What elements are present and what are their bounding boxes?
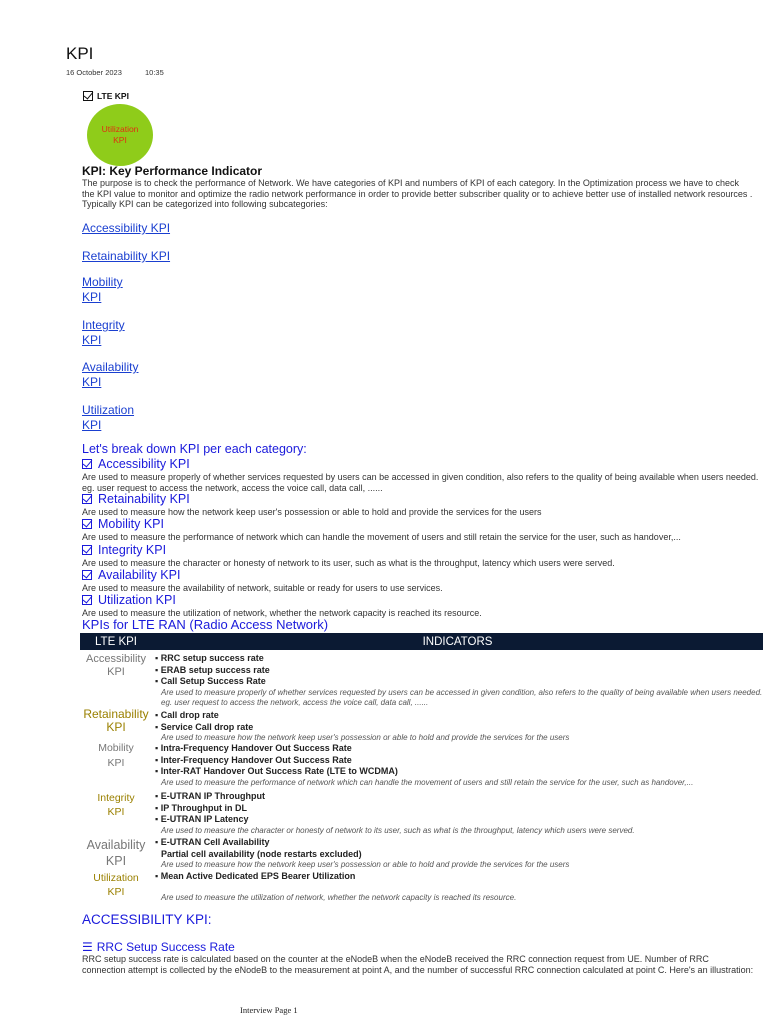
kpi-table [80, 633, 763, 907]
row-indicators [152, 871, 763, 907]
category-retainability [82, 492, 765, 517]
table-row-integrity [80, 791, 763, 837]
row-indicators [152, 653, 763, 708]
indicator-item: ▪ E-UTRAN Cell Availability [155, 837, 763, 849]
category-desc: Are used to measure the availability of network, suitable or ready for users to use services. [82, 583, 443, 593]
rrc-heading [82, 940, 235, 954]
table-header-indicators: INDICATORS [422, 635, 493, 648]
link-mobility-line2[interactable]: KPI [82, 290, 102, 304]
link-availability-kpi[interactable] [82, 360, 138, 390]
link-integrity-line1[interactable]: Integrity [82, 318, 125, 332]
link-accessibility-kpi[interactable]: Accessibility KPI [82, 221, 171, 235]
row-label-line2: KPI [105, 854, 127, 868]
checkbox-icon [82, 459, 92, 469]
row-label-line1: Accessibility [86, 653, 146, 665]
indicator-item: ▪ ERAB setup success rate [155, 665, 763, 677]
row-label-line2: KPI [107, 666, 125, 678]
row-indicators [152, 708, 763, 742]
row-indicators [152, 837, 763, 871]
row-label-line1: Integrity [97, 792, 135, 804]
category-list [82, 457, 765, 617]
intro-text: The purpose is to check the performance of Network. We have categories of KPI and numbers of KPI of each category. In the Optimization process we have to check the KPI value to monitor and optimize the radio network performance in order to provide better subscriber quality or to achieve better use of installed network resources . Typically KPI can be categorized into following subcategories: [82, 178, 753, 209]
link-mobility-line1[interactable]: Mobility [82, 275, 123, 289]
page-time: 10:35 [145, 68, 164, 77]
badge-line2: KPI [113, 135, 127, 145]
section-heading: KPI: Key Performance Indicator [82, 164, 263, 178]
row-label [80, 871, 152, 907]
row-label [80, 653, 152, 708]
link-integrity-kpi[interactable] [82, 318, 125, 348]
link-utilization-line1[interactable]: Utilization [82, 403, 135, 417]
category-title: Mobility KPI [98, 517, 164, 531]
lte-kpi-tag [83, 91, 129, 101]
page-date: 16 October 2023 [66, 68, 122, 77]
indicator-item: ▪ Call Setup Success Rate [155, 676, 763, 688]
category-integrity [82, 543, 765, 568]
row-label-line2: KPI [107, 757, 125, 769]
category-mobility [82, 517, 765, 543]
row-label-line2: KPI [107, 806, 125, 818]
link-availability-line1[interactable]: Availability [82, 360, 139, 374]
category-desc: Are used to measure how the network keep user's possession or able to hold and provide the services for the users [82, 507, 542, 517]
table-row-utilization [80, 871, 763, 907]
category-title: Accessibility KPI [98, 457, 190, 471]
row-label [80, 741, 152, 791]
checkbox-icon [82, 494, 92, 504]
row-desc: Are used to measure how the network keep user's possession or able to hold and provide the services for the users [161, 733, 570, 742]
row-label-line1: Retainability [83, 707, 149, 721]
checkbox-icon [82, 570, 92, 580]
rrc-title: RRC Setup Success Rate [96, 940, 235, 954]
category-desc: Are used to measure the utilization of network, whether the network capacity is reached its resource. [82, 608, 482, 618]
breakdown-title: Let's break down KPI per each category: [82, 442, 307, 456]
list-icon: ☰ [82, 940, 93, 954]
category-title: Availability KPI [98, 568, 181, 582]
row-desc: Are used to measure the performance of network which can handle the movement of users and still retain the service for the user, such as handover,... [161, 777, 694, 787]
category-title: Retainability KPI [98, 492, 190, 506]
table-header [80, 633, 763, 650]
table-row-availability [80, 837, 763, 871]
link-integrity-line2[interactable]: KPI [82, 333, 102, 347]
badge-line1: Utilization [101, 124, 139, 134]
row-desc: Are used to measure how the network keep user's possession or able to hold and provide the services for the users [161, 860, 570, 869]
rrc-text: RRC setup success rate is calculated based on the counter at the eNodeB when the eNodeB received the RRC connection request from UE. Number of RRC connection attempt is collected by the eNodeB to the measurement at point A, and the number of successful RRC connection calculated at point C. Here's an illustration: [82, 954, 754, 975]
category-title: Integrity KPI [98, 543, 167, 557]
indicator-item: ▪ IP Throughput in DL [155, 803, 763, 815]
row-label-line1: Mobility [98, 742, 134, 754]
indicator-item: ▪ Inter-Frequency Handover Out Success Rate [155, 755, 763, 767]
table-row-retainability [80, 707, 763, 742]
row-label-line1: Availability [86, 838, 146, 852]
row-indicators [152, 741, 763, 791]
link-utilization-line2[interactable]: KPI [82, 418, 102, 432]
accessibility-section-title: ACCESSIBILITY KPI: [82, 912, 212, 927]
category-desc: Are used to measure properly of whether services requested by users can be accessed in given condition, also refers to the quality of being available when users needed. eg. user request to access the network, access the voice call, data call, ...... [82, 472, 759, 493]
indicator-item: ▪ Intra-Frequency Handover Out Success Rate [155, 743, 763, 755]
row-label-line1: Utilization [93, 872, 139, 884]
indicator-item: ▪ Call drop rate [155, 710, 763, 722]
row-desc: Are used to measure properly of whether services requested by users can be accessed in given condition, also refers to the quality of being available when users needed. eg. user request to access the network, access the voice call, data call, ...... [161, 687, 763, 707]
row-label-line2: KPI [106, 720, 126, 734]
row-label-line2: KPI [107, 886, 125, 898]
row-label [80, 791, 152, 837]
category-accessibility [82, 457, 765, 492]
table-row-accessibility [80, 653, 763, 708]
indicator-item: ▪ Inter-RAT Handover Out Success Rate (LTE to WCDMA) [155, 766, 763, 778]
indicator-item: ▪ Service Call drop rate [155, 722, 763, 734]
category-desc: Are used to measure the character or honesty of network to its user, such as what is the throughput, latency which users were served. [82, 558, 615, 568]
link-retainability-kpi[interactable]: Retainability KPI [82, 249, 171, 263]
category-availability [82, 568, 765, 593]
checkbox-icon [82, 545, 92, 555]
row-desc: Are used to measure the utilization of network, whether the network capacity is reached its resource. [161, 892, 517, 902]
row-desc: Are used to measure the character or honesty of network to its user, such as what is the throughput, latency which users were served. [161, 825, 635, 835]
indicator-item: ▪ E-UTRAN IP Throughput [155, 791, 763, 803]
utilization-badge [87, 104, 153, 166]
page-footer: Interview Page 1 [240, 1005, 298, 1015]
table-header-lte-kpi: LTE KPI [95, 635, 137, 648]
indicator-item: ▪ E-UTRAN IP Latency [155, 814, 763, 826]
link-availability-line2[interactable]: KPI [82, 375, 102, 389]
checkbox-icon [82, 595, 92, 605]
indicator-extra: Partial cell availability (node restarts excluded) [161, 848, 362, 859]
lte-kpi-label: LTE KPI [97, 91, 129, 101]
category-desc: Are used to measure the performance of network which can handle the movement of users and still retain the service for the user, such as handover,... [82, 532, 681, 542]
table-title: KPIs for LTE RAN (Radio Access Network) [82, 617, 329, 632]
category-title: Utilization KPI [98, 593, 176, 607]
row-label [80, 837, 152, 871]
checkbox-icon [83, 91, 93, 101]
row-label [80, 708, 152, 739]
row-indicators [152, 791, 763, 837]
page-title: KPI [66, 44, 94, 63]
checkbox-icon [82, 519, 92, 529]
indicator-item: ▪ Mean Active Dedicated EPS Bearer Utilization [155, 871, 763, 883]
link-mobility-kpi[interactable] [82, 275, 123, 305]
table-row-mobility [80, 741, 763, 791]
indicator-item: ▪ RRC setup success rate [155, 653, 763, 665]
category-utilization [82, 593, 765, 617]
link-utilization-kpi[interactable] [82, 403, 134, 433]
